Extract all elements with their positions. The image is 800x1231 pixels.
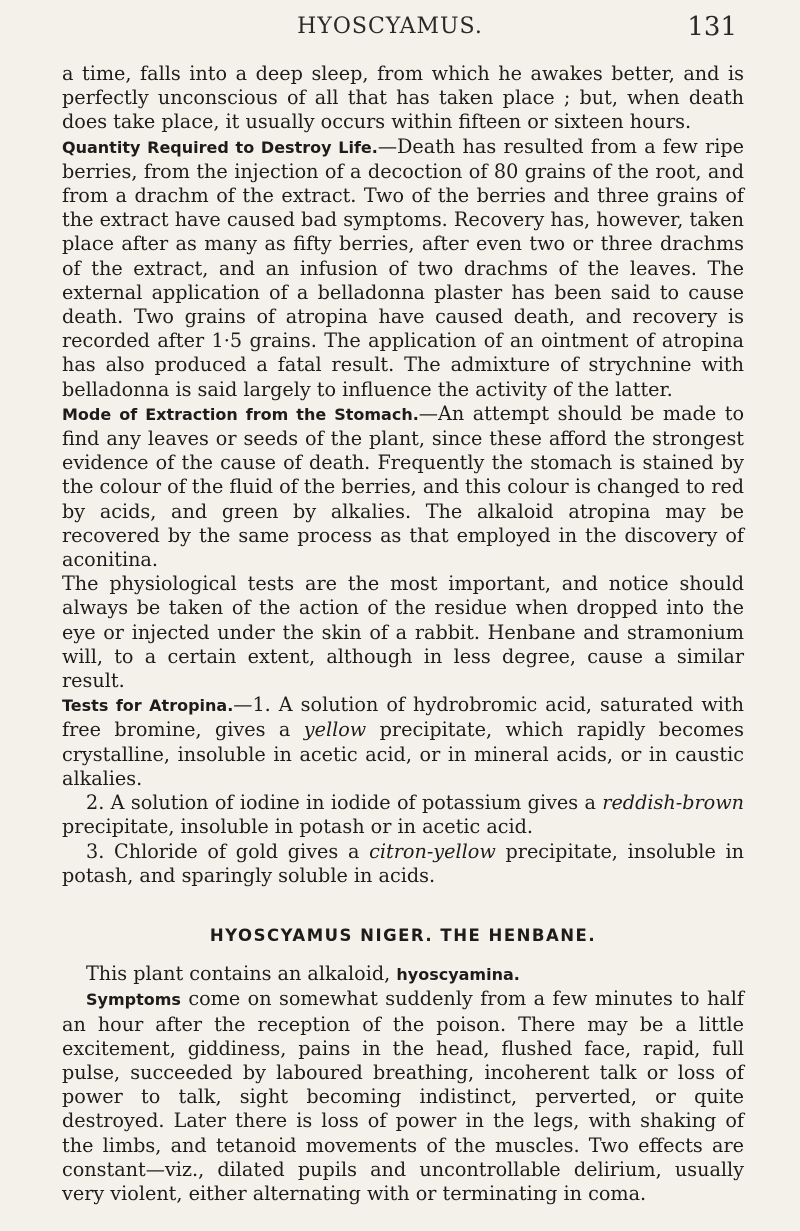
page-header	[0, 10, 800, 54]
heading-symptoms: Symptoms	[86, 990, 181, 1010]
text-test-3-b: precipitate, insoluble in potash, and sparingly soluble in acids.	[62, 839, 745, 887]
text-test-2-b: precipitate, insoluble in potash or in acetic acid.	[62, 815, 534, 839]
paragraph-tests-for-atropina	[62, 693, 744, 791]
text-test-2-a: 2. A solution of iodine in iodide of potassium gives a	[86, 791, 596, 815]
text-test-1-colour: yellow	[303, 718, 367, 742]
text-quantity-required: —Death has resulted from a few ripe berries, from the injection of a decoction of 80 grains of the root, and from a drachm of the extract. Two of the berries and three grains of the extract have caused bad symptoms. Recovery has, however, taken place after as many as fifty berries, after even two or three drachms of the extract, and an infusion of two drachms of the leaves. The external application of a belladonna plaster has been said to cause death. Two grains of atropina have caused death, and recovery is recorded after 1·5 grains. The application of an ointment of atropina has also produced a fatal result. The admixture of strychnine with belladonna is said largely to influence the activity of the latter.	[62, 134, 744, 401]
page-number: 131	[687, 12, 737, 42]
paragraph-physiological-tests: The physiological tests are the most important, and notice should always be taken of the action of the residue when dropped into the eye or injected under the skin of a rabbit. Henbane and stramonium will, to a certain extent, although in less degree, cause a similar result.	[62, 572, 744, 693]
section-title-henbane: HYOSCYAMUS NIGER. THE HENBANE.	[209, 925, 597, 945]
heading-mode-of-extraction: Mode of Extraction from the Stomach.	[62, 404, 419, 424]
text-test-3-colour: citron-yellow	[369, 839, 496, 863]
paragraph-test-2	[62, 791, 744, 839]
paragraph-test-3	[62, 840, 744, 888]
paragraph-quantity-required	[62, 135, 744, 402]
term-hyoscyamina: hyoscyamina.	[396, 965, 520, 985]
paragraph-symptoms	[62, 987, 744, 1206]
text-henbane-intro: This plant contains an alkaloid,	[86, 962, 391, 986]
paragraph-mode-of-extraction	[62, 402, 744, 572]
paragraph-continuation: a time, falls into a deep sleep, from which he awakes better, and is perfectly unconscious of all that has taken place ; but, when death does take place, it usually occurs within fifteen or sixteen hours.	[62, 62, 744, 134]
text-test-2-colour: reddish-brown	[602, 791, 744, 815]
heading-quantity-required: Quantity Required to Destroy Life.	[62, 137, 378, 157]
text-symptoms: come on somewhat suddenly from a few minutes to half an hour after the reception of the poison. There may be a little excitement, giddiness, pains in the head, flushed face, rapid, full pulse, succeeded by laboured breathing, incoherent talk or loss of power to talk, sight becoming indistinct, perverted, or quite destroyed. Later there is loss of power in the legs, with shaking of the limbs, and tetanoid movements of the muscles. Two effects are constant—viz., dilated pupils and uncontrollable delirium, usually very violent, either alternating with or terminating in coma.	[62, 987, 744, 1205]
page-body	[62, 62, 744, 1206]
text-mode-of-extraction: —An attempt should be made to find any leaves or seeds of the plant, since these afford the strongest evidence of the cause of death. Frequently the stomach is stained by the colour of the fluid of the berries, and this colour is changed to red by acids, and green by alkalies. The alkaloid atropina may be recovered by the same process as that employed in the discovery of aconitina.	[62, 401, 744, 572]
running-head: HYOSCYAMUS.	[297, 14, 483, 39]
text-test-1-b: precipitate, which rapidly becomes crystalline, insoluble in acetic acid, or in mineral acids, or in caustic alkalies.	[62, 718, 744, 790]
text-test-3-a: 3. Chloride of gold gives a	[86, 839, 360, 863]
heading-tests-for-atropina: Tests for Atropina.	[62, 696, 234, 716]
text-test-1-a: —1. A solution of hydrobromic acid, saturated with free bromine, gives a	[62, 693, 744, 742]
paragraph-henbane-intro	[62, 962, 744, 987]
